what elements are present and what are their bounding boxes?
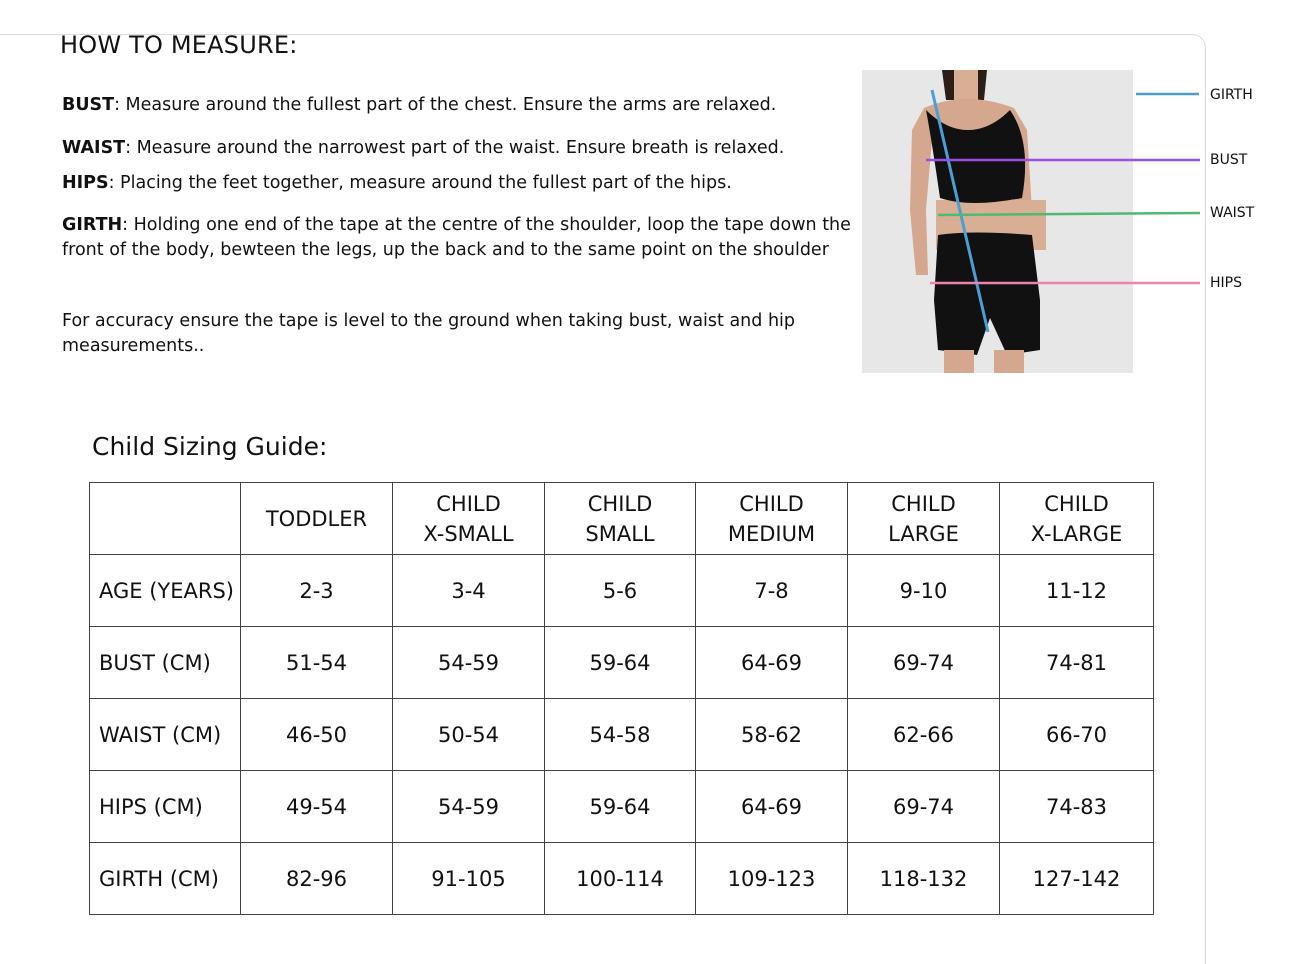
waist-term: WAIST bbox=[62, 138, 126, 158]
table-cell: 69-74 bbox=[848, 771, 1000, 843]
girth-term: GIRTH bbox=[62, 215, 123, 235]
girth-instruction bbox=[62, 213, 852, 263]
table-cell: 54-58 bbox=[545, 699, 696, 771]
table-cell: 82-96 bbox=[241, 843, 393, 915]
bust-label: BUST bbox=[1210, 152, 1248, 168]
table-cell: 74-81 bbox=[1000, 627, 1154, 699]
table-row bbox=[90, 699, 1154, 771]
bust-text: : Measure around the fullest part of the chest. Ensure the arms are relaxed. bbox=[114, 95, 777, 115]
accuracy-note: For accuracy ensure the tape is level to the ground when taking bust, waist and hip measurements.. bbox=[62, 311, 796, 356]
table-cell: 5-6 bbox=[545, 555, 696, 627]
table-cell: 11-12 bbox=[1000, 555, 1154, 627]
table-cell: 118-132 bbox=[848, 843, 1000, 915]
table-cell: 64-69 bbox=[696, 771, 848, 843]
table-cell: 7-8 bbox=[696, 555, 848, 627]
table-cell: 9-10 bbox=[848, 555, 1000, 627]
table-cell: 2-3 bbox=[241, 555, 393, 627]
hips-term: HIPS bbox=[62, 173, 109, 193]
waist-label: WAIST bbox=[1210, 205, 1255, 221]
row-label: WAIST (CM) bbox=[90, 699, 241, 771]
table-cell: 91-105 bbox=[393, 843, 545, 915]
table-cell: 3-4 bbox=[393, 555, 545, 627]
waist-instruction bbox=[62, 136, 842, 161]
table-cell: 64-69 bbox=[696, 627, 848, 699]
table-row bbox=[90, 627, 1154, 699]
hips-text: : Placing the feet together, measure around the fullest part of the hips. bbox=[108, 173, 732, 193]
table-cell: 74-83 bbox=[1000, 771, 1154, 843]
measurement-figure-image bbox=[862, 70, 1133, 373]
table-cell: 62-66 bbox=[848, 699, 1000, 771]
table-cell: 58-62 bbox=[696, 699, 848, 771]
table-cell: 49-54 bbox=[241, 771, 393, 843]
sizing-guide-title: Child Sizing Guide: bbox=[92, 432, 328, 461]
row-label: AGE (YEARS) bbox=[90, 555, 241, 627]
row-label: HIPS (CM) bbox=[90, 771, 241, 843]
table-cell: 59-64 bbox=[545, 627, 696, 699]
bust-instruction bbox=[62, 93, 842, 118]
table-cell: 54-59 bbox=[393, 771, 545, 843]
table-cell: 127-142 bbox=[1000, 843, 1154, 915]
column-header: CHILD X-LARGE bbox=[1000, 483, 1154, 555]
table-header-row bbox=[90, 483, 1154, 555]
table-cell: 54-59 bbox=[393, 627, 545, 699]
row-label: GIRTH (CM) bbox=[90, 843, 241, 915]
girth-text: : Holding one end of the tape at the centre of the shoulder, loop the tape down the front of the body, bewteen the legs, up the back and to the same point on the shoulder bbox=[62, 215, 851, 260]
waist-text: : Measure around the narrowest part of the waist. Ensure breath is relaxed. bbox=[125, 138, 785, 158]
how-to-measure-heading: HOW TO MEASURE: bbox=[60, 31, 298, 59]
table-cell: 51-54 bbox=[241, 627, 393, 699]
table-cell: 100-114 bbox=[545, 843, 696, 915]
empty-corner-cell bbox=[90, 483, 241, 555]
child-sizing-table bbox=[89, 482, 1154, 915]
table-cell: 50-54 bbox=[393, 699, 545, 771]
table-row bbox=[90, 843, 1154, 915]
table-cell: 46-50 bbox=[241, 699, 393, 771]
column-header: CHILD X-SMALL bbox=[393, 483, 545, 555]
row-label: BUST (CM) bbox=[90, 627, 241, 699]
table-cell: 109-123 bbox=[696, 843, 848, 915]
table-row bbox=[90, 771, 1154, 843]
girth-label: GIRTH bbox=[1210, 87, 1253, 103]
table-cell: 66-70 bbox=[1000, 699, 1154, 771]
hips-instruction bbox=[62, 171, 842, 196]
hips-label: HIPS bbox=[1210, 275, 1242, 291]
column-header: CHILD MEDIUM bbox=[696, 483, 848, 555]
table-cell: 69-74 bbox=[848, 627, 1000, 699]
table-row bbox=[90, 555, 1154, 627]
column-header: CHILD LARGE bbox=[848, 483, 1000, 555]
table-cell: 59-64 bbox=[545, 771, 696, 843]
bust-term: BUST bbox=[62, 95, 115, 115]
column-header: CHILD SMALL bbox=[545, 483, 696, 555]
column-header: TODDLER bbox=[241, 483, 393, 555]
